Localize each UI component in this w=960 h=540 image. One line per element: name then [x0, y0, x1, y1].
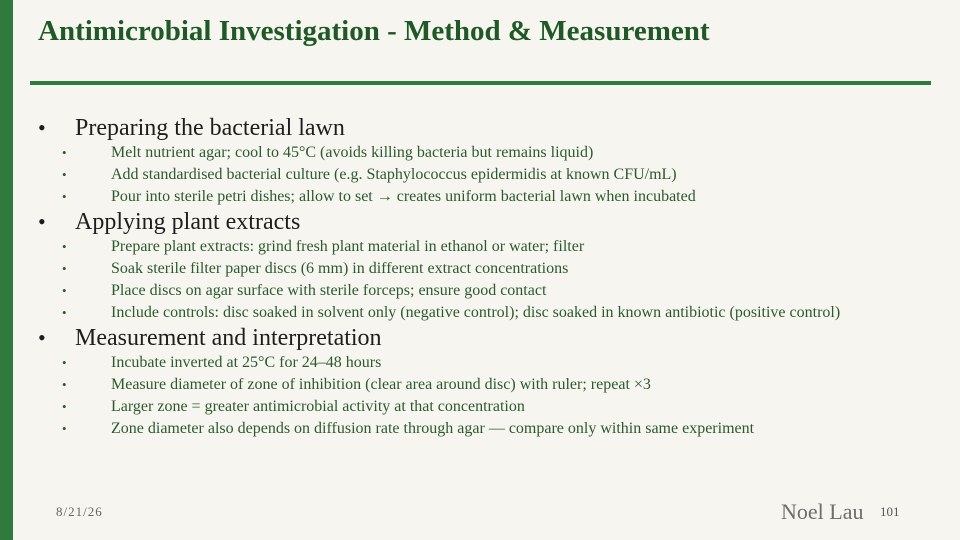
section-heading-text: Measurement and interpretation	[75, 325, 382, 351]
list-item	[38, 164, 898, 186]
list-item-text: Place discs on agar surface with sterile forceps; ensure good contact	[111, 282, 547, 299]
bullet-icon: •	[62, 261, 67, 276]
list-item-text: Melt nutrient agar; cool to 45°C (avoids killing bacteria but remains liquid)	[111, 144, 594, 161]
list-item	[38, 258, 898, 280]
section-heading	[38, 324, 898, 352]
list-item-text: Add standardised bacterial culture (e.g. Staphylococcus epidermidis at known CFU/mL)	[111, 166, 677, 183]
section-bacterial-lawn	[38, 114, 898, 208]
bullet-icon: •	[38, 325, 46, 350]
list-item	[38, 186, 898, 208]
bullet-icon: •	[62, 305, 67, 320]
list-item-text: Zone diameter also depends on diffusion rate through agar — compare only within same experiment	[111, 420, 755, 437]
list-item	[38, 302, 898, 324]
title-divider	[30, 81, 931, 85]
bullet-icon: •	[62, 355, 67, 370]
section-heading-text: Preparing the bacterial lawn	[75, 115, 345, 141]
list-item	[38, 142, 898, 164]
bullet-icon: •	[62, 167, 67, 182]
bullet-icon: •	[38, 209, 46, 234]
section-heading	[38, 208, 898, 236]
left-accent-bar	[0, 0, 13, 540]
list-item-text: Include controls: disc soaked in solvent only (negative control); disc soaked in known antibiotic (positive control)	[111, 304, 841, 321]
bullet-icon: •	[62, 239, 67, 254]
section-measurement	[38, 324, 898, 440]
bullet-icon: •	[62, 283, 67, 298]
bullet-icon: •	[62, 377, 67, 392]
bullet-icon: •	[38, 115, 46, 140]
list-item	[38, 396, 898, 418]
list-item-text: Soak sterile filter paper discs (6 mm) in different extract concentrations	[111, 260, 569, 277]
bullet-icon: •	[62, 145, 67, 160]
list-item-text: Pour into sterile petri dishes; allow to set → creates uniform bacterial lawn when incubated	[111, 188, 696, 205]
footer-author: Noel Lau	[781, 499, 864, 524]
bullet-icon: •	[62, 189, 67, 204]
list-item-text: Prepare plant extracts: grind fresh plant material in ethanol or water; filter	[111, 238, 585, 255]
section-plant-extracts	[38, 208, 898, 324]
footer-date: 8/21/26	[56, 504, 103, 519]
section-heading	[38, 114, 898, 142]
bullet-icon: •	[62, 421, 67, 436]
slide-title: Antimicrobial Investigation - Method & Measurement	[38, 15, 710, 47]
list-item	[38, 352, 898, 374]
slide-number: 101	[880, 504, 900, 519]
list-item	[38, 374, 898, 396]
list-item-text: Incubate inverted at 25°C for 24–48 hours	[111, 354, 382, 371]
list-item	[38, 280, 898, 302]
section-heading-text: Applying plant extracts	[75, 209, 301, 235]
bullet-icon: •	[62, 399, 67, 414]
list-item	[38, 236, 898, 258]
list-item-text: Larger zone = greater antimicrobial activity at that concentration	[111, 398, 525, 415]
list-item-text: Measure diameter of zone of inhibition (clear area around disc) with ruler; repeat ×3	[111, 376, 651, 393]
slide-body	[38, 114, 898, 440]
list-item	[38, 418, 898, 440]
